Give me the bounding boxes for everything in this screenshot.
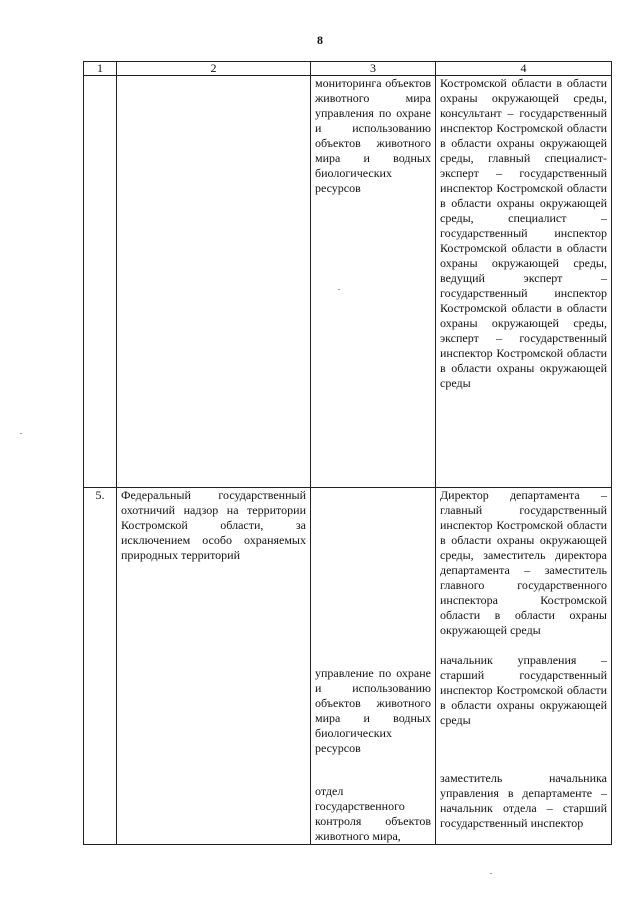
cell-officials xyxy=(436,76,612,488)
officials-a-text: Директор департамента – главный государственный инспектор Костромской области в области охраны окружающей среды, заместитель директора департамента – заместитель главного государственного инспектора Костромской области в области охраны окружающей среды xyxy=(440,488,607,637)
header-col-2: 2 xyxy=(117,62,311,76)
cell-row-number: 5. xyxy=(84,488,117,845)
table-row-continued xyxy=(84,76,612,488)
document-table xyxy=(83,61,612,845)
header-col-3: 3 xyxy=(311,62,436,76)
cell-department xyxy=(311,76,436,488)
scan-speck xyxy=(338,289,340,290)
department-b-text: управление по охране и использованию объектов животного мира и водных биологических ресурсов xyxy=(315,666,431,755)
header-col-4: 4 xyxy=(436,62,612,76)
department-spacer xyxy=(315,488,431,666)
cell-officials-5 xyxy=(436,488,612,845)
officials-b-text: начальник управления – старший государственный инспектор Костромской области в области охраны окружающей среды xyxy=(440,653,607,727)
supervision-type-text: Федеральный государственный охотничий надзор на территории Костромской области, за исключением особо охраняемых природных территорий xyxy=(121,488,306,562)
scan-speck xyxy=(20,433,22,434)
table-header-row xyxy=(84,62,612,76)
cell-supervision-type xyxy=(117,488,311,845)
department-text: мониторинга объектов животного мира управления по охране и использованию объектов животного мира и водных биологических ресурсов xyxy=(315,76,431,195)
table-row-5 xyxy=(84,488,612,845)
header-col-1: 1 xyxy=(84,62,117,76)
department-c-text: отдел государственного контроля объектов животного мира, xyxy=(315,784,431,843)
cell-num-empty xyxy=(84,76,117,488)
cell-activity-empty xyxy=(117,76,311,488)
officials-gap-2 xyxy=(440,728,607,771)
officials-gap-1 xyxy=(440,638,607,653)
page-number: 8 xyxy=(317,33,323,47)
officials-text: Костромской области в области охраны окружающей среды, консультант – государственный инспектор Костромской области в области охраны окружающей среды, главный специалист-эксперт – государственный инспектор Костромской области в области охраны окружающей среды, специалист – государственный инспектор Костромской области в области охраны окружающей среды, ведущий эксперт – государственный инспектор Костромской области в области охраны окружающей среды, эксперт – государственный инспектор Костромской области в области охраны окружающей среды xyxy=(440,76,607,390)
cell-departments xyxy=(311,488,436,845)
officials-c-text: заместитель начальника управления в департаменте – начальник отдела – старший государственный инспектор xyxy=(440,771,607,830)
scan-speck xyxy=(490,873,492,874)
department-gap xyxy=(315,756,431,784)
